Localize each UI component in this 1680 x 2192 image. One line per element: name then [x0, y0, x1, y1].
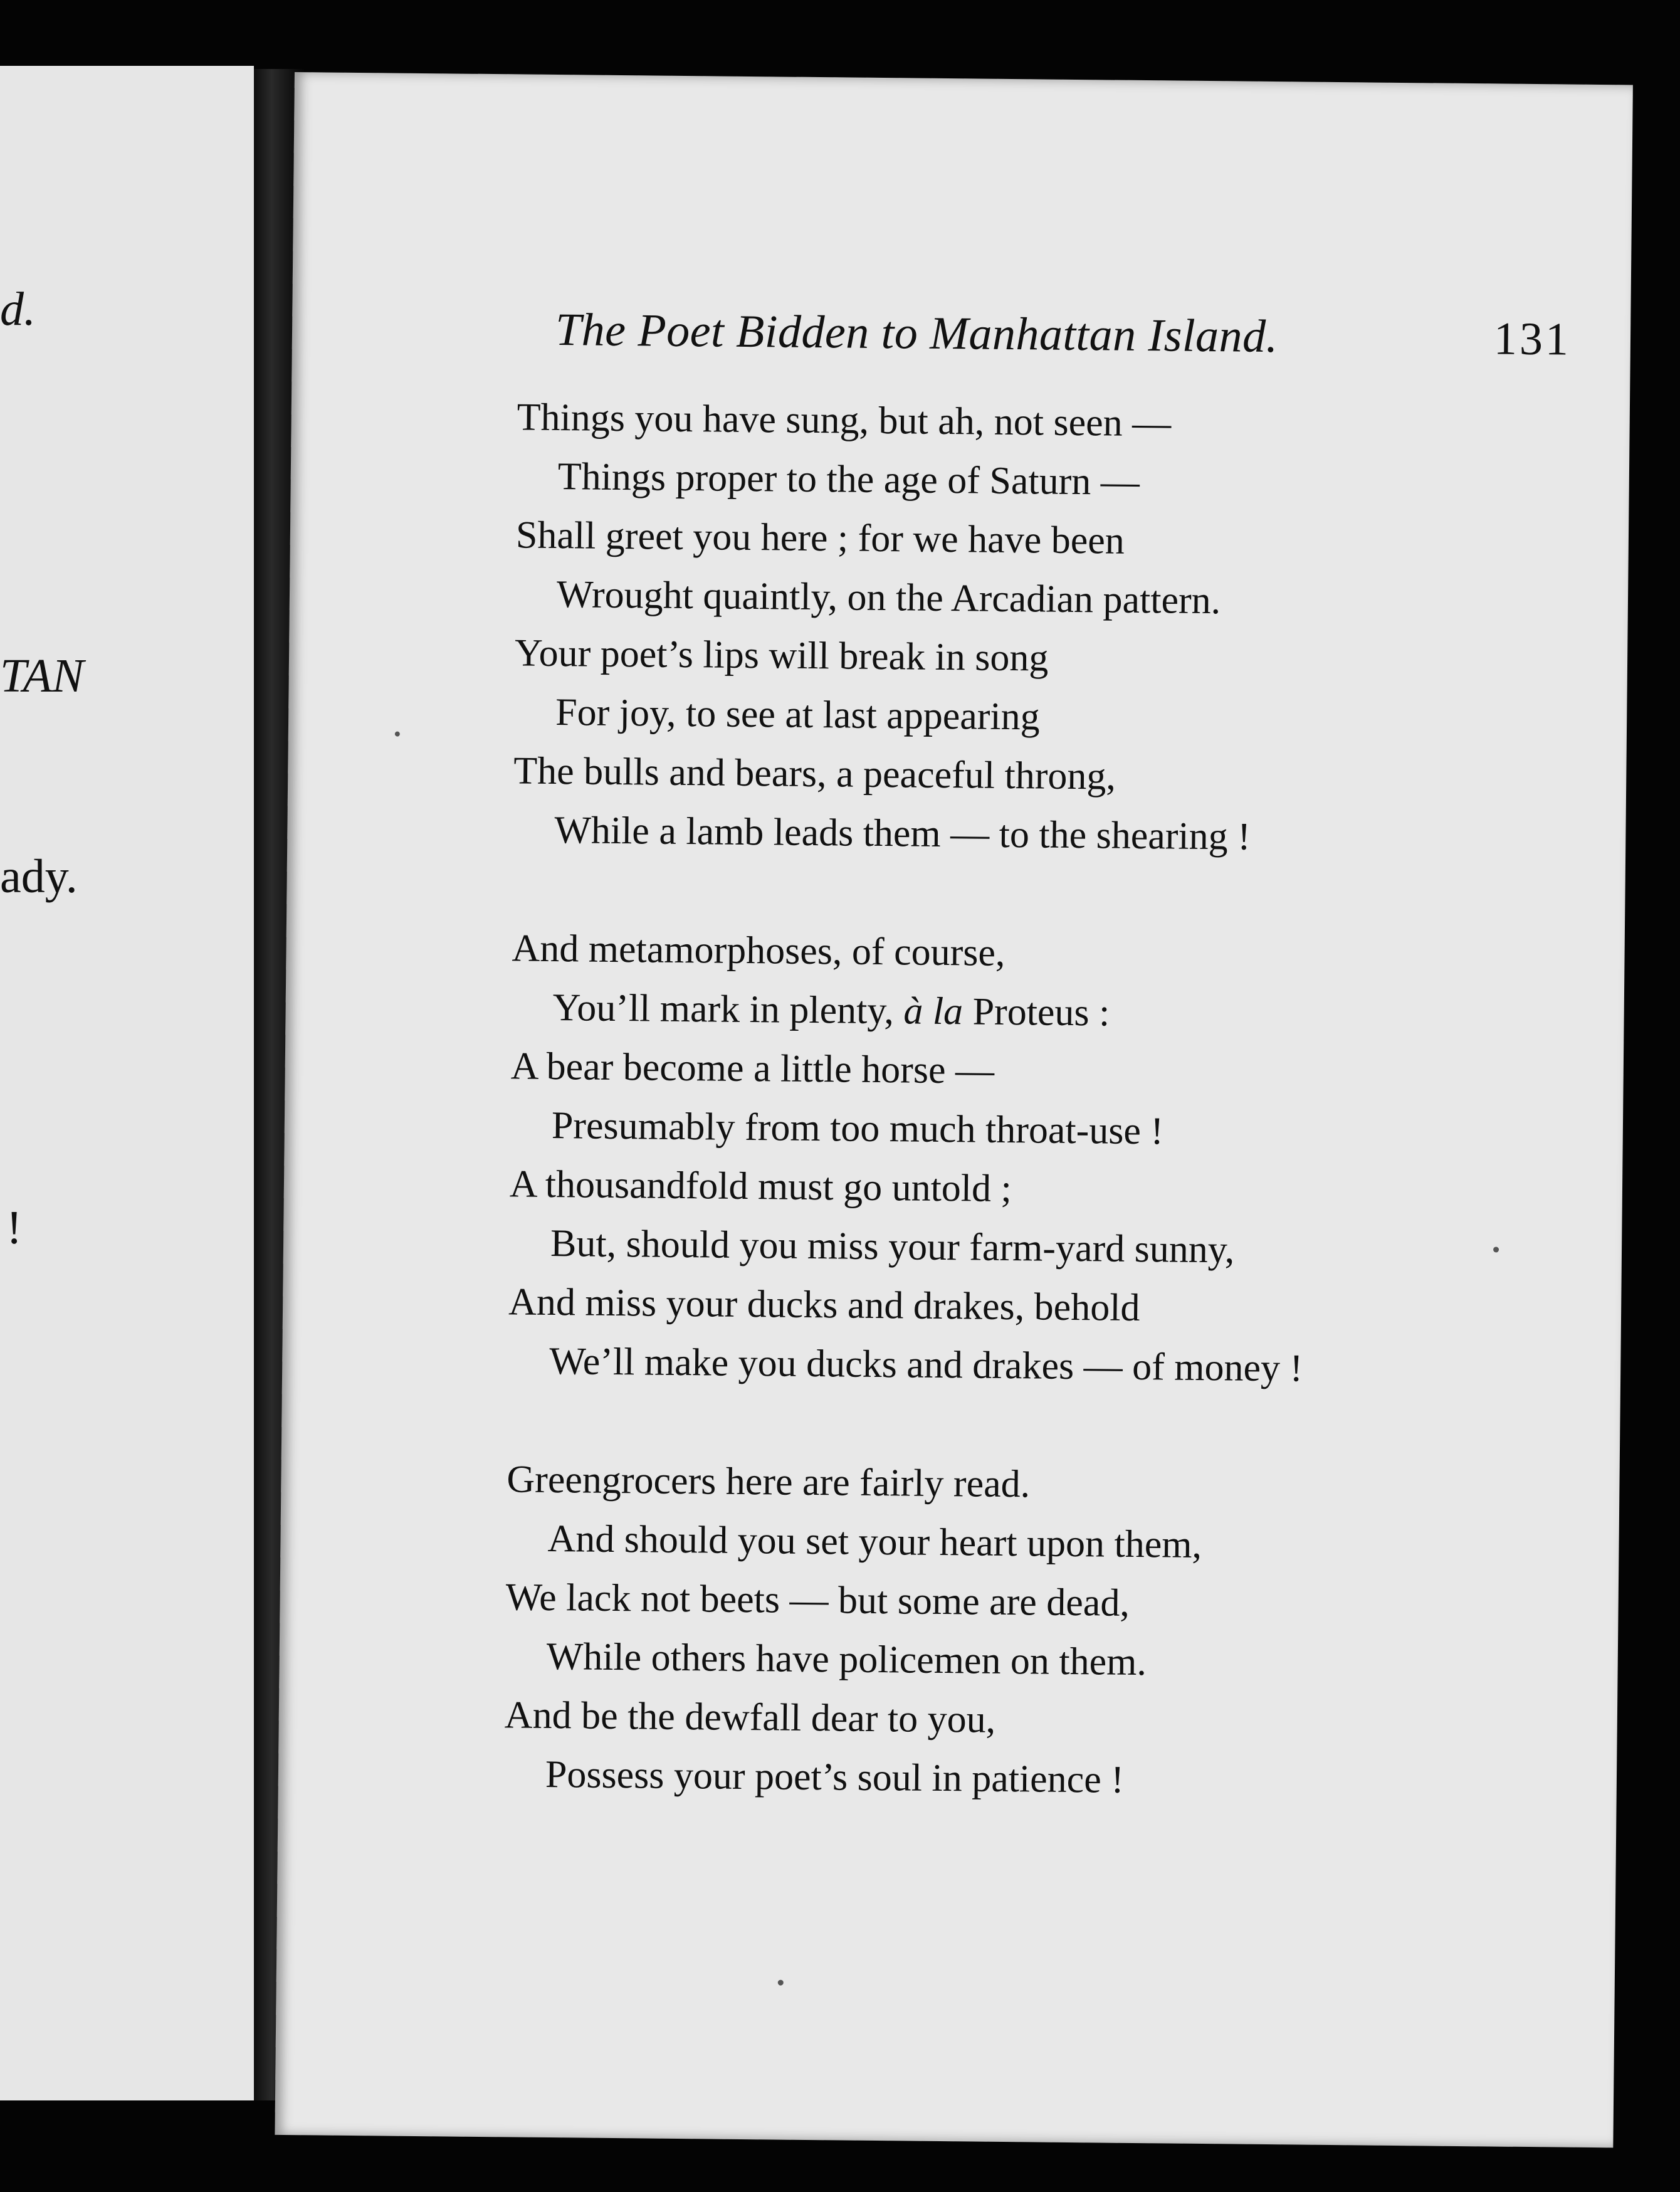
poem-line: Possess your poet’s soul in patience !: [545, 1752, 1125, 1801]
poem-line: The bulls and bears, a peaceful throng,: [513, 749, 1116, 798]
poem-line: We’ll make you ducks and drakes — of money !: [549, 1339, 1303, 1390]
poem-body: [503, 387, 1496, 1872]
poem-line: And should you set your heart upon them,: [547, 1517, 1202, 1566]
poem-line: Things proper to the age of Saturn —: [557, 455, 1140, 503]
poem-line: While a lamb leads them — to the shearing !: [554, 809, 1251, 858]
poem-line: For joy, to see at last appearing: [555, 691, 1041, 739]
stanza-1: [513, 387, 1495, 868]
left-page-fragment: ady.: [0, 850, 78, 903]
poem-line: A thousandfold must go untold ;: [509, 1162, 1012, 1211]
left-page-fragment: TAN: [0, 650, 84, 702]
poem-line: And metamorphoses, of course,: [512, 927, 1005, 974]
italic-phrase: à la: [903, 989, 963, 1033]
poem-line: But, should you miss your farm-yard sunny,: [550, 1222, 1235, 1272]
poem-line: And be the dewfall dear to you,: [504, 1694, 996, 1741]
left-page-fragment: !: [6, 1201, 23, 1254]
poem-line: Presumably from too much throat-use !: [551, 1104, 1164, 1153]
poem-line: Things you have sung, but ah, not seen —: [517, 396, 1172, 445]
stanza-3: [504, 1450, 1485, 1813]
poem-line: [511, 977, 1489, 1046]
paper-speck: [778, 1980, 784, 1986]
page-number: 131: [1493, 313, 1572, 366]
poem-line-text: Proteus :: [962, 990, 1110, 1035]
poem-line: Shall greet you here ; for we have been: [515, 514, 1125, 562]
poem-line: And miss your ducks and drakes, behold: [508, 1280, 1140, 1330]
paper-speck: [1493, 1246, 1499, 1252]
poem-line: Wrought quaintly, on the Arcadian pattern.: [556, 573, 1221, 623]
running-title: The Poet Bidden to Manhattan Island.: [555, 304, 1278, 363]
poem-line: While others have policemen on them.: [546, 1635, 1147, 1684]
page-131: [275, 72, 1632, 2147]
poem-line: We lack not beets — but some are dead,: [505, 1576, 1130, 1625]
poem-line: A bear become a little horse —: [510, 1045, 995, 1092]
poem-line-text: You’ll mark in plenty,: [552, 986, 904, 1033]
page-header: [555, 303, 1571, 382]
poem-line: Greengrocers here are fairly read.: [507, 1458, 1031, 1506]
facing-page-left: [0, 66, 254, 2100]
poem-line: Your poet’s lips will break in song: [514, 631, 1049, 680]
paper-speck: [395, 732, 400, 737]
left-page-fragment: d.: [0, 283, 36, 335]
stanza-2: [508, 919, 1490, 1399]
